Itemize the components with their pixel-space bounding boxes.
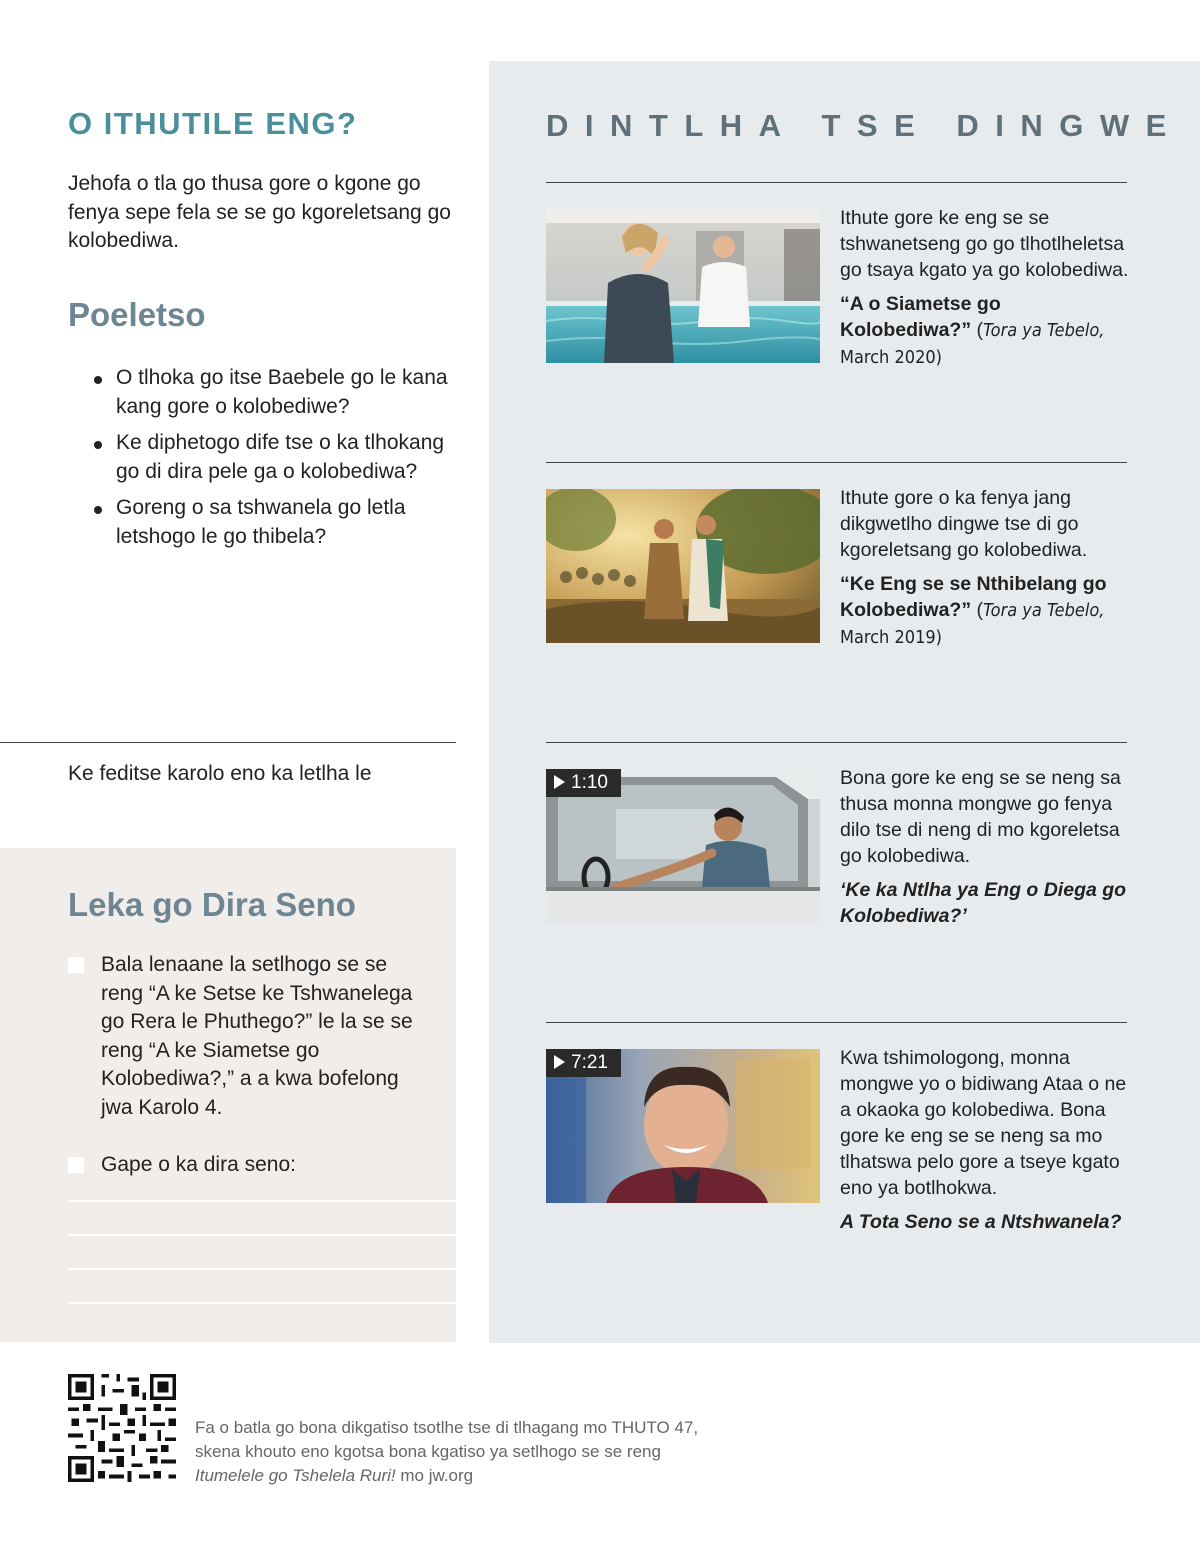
divider bbox=[546, 1022, 1127, 1023]
resource-description: Bona gore ke eng se se neng sa thusa monna mongwe go fenya dilo tse di neng di mo kgoreletsa go kolobediwa. bbox=[840, 767, 1121, 867]
video-duration-badge bbox=[546, 769, 621, 797]
review-heading: Poeletso bbox=[68, 296, 206, 333]
resource-entry bbox=[840, 765, 1130, 929]
video-thumbnail[interactable] bbox=[546, 769, 820, 923]
divider bbox=[546, 742, 1127, 743]
publication-date: March 2020) bbox=[840, 347, 942, 368]
writing-line[interactable] bbox=[68, 1200, 456, 1202]
article-title: “A o Siametse go Kolobediwa?” bbox=[840, 293, 1001, 341]
completed-date-label: Ke feditse karolo eno ka letlha le bbox=[68, 762, 372, 785]
todo-text: Gape o ka dira seno: bbox=[101, 1153, 296, 1176]
video-title[interactable]: ‘Ke ka Ntlha ya Eng o Diega go Kolobediwa?’ bbox=[840, 879, 1127, 927]
jesus-painting-image[interactable] bbox=[546, 489, 820, 643]
resource-description: Ithute gore ke eng se se tshwanetseng go go tlhotlheletsa go tsaya kgato ya go kolobediwa. bbox=[840, 207, 1129, 281]
review-question: Goreng o sa tshwanela go letla letshogo le go thibela? bbox=[116, 496, 406, 548]
play-icon bbox=[554, 1055, 565, 1069]
bullet-icon bbox=[94, 506, 102, 514]
video-duration-badge bbox=[546, 1049, 621, 1077]
resource-entry bbox=[840, 1045, 1130, 1235]
article-title: “Ke Eng se se Nthibelang go Kolobediwa?” bbox=[840, 573, 1107, 621]
video-duration: 1:10 bbox=[571, 772, 608, 793]
video-duration: 7:21 bbox=[571, 1052, 608, 1073]
bullet-icon bbox=[94, 441, 102, 449]
baptism-pool-photo bbox=[546, 209, 820, 363]
qr-code-icon[interactable] bbox=[68, 1374, 176, 1482]
checkbox[interactable] bbox=[68, 1157, 84, 1173]
footer-note bbox=[195, 1416, 715, 1488]
divider bbox=[0, 742, 456, 743]
publication-name: Tora ya Tebelo, bbox=[983, 320, 1105, 341]
todo-heading: Leka go Dira Seno bbox=[68, 886, 356, 923]
resource-description: Kwa tshimologong, monna mongwe yo o bidiwang Ataa o ne a okaoka go kolobediwa. Bona gore ke eng se se neng sa mo tlhatswa pelo gore a tseye kgato eno ya botlhokwa. bbox=[840, 1047, 1127, 1199]
bullet-icon bbox=[94, 376, 102, 384]
play-icon bbox=[554, 775, 565, 789]
divider bbox=[546, 182, 1127, 183]
review-question: O tlhoka go itse Baebele go le kana kang gore o kolobediwe? bbox=[116, 366, 448, 418]
divider bbox=[546, 462, 1127, 463]
list-item bbox=[92, 494, 452, 551]
todo-text: Bala lenaane la setlhogo se se reng “A ke Setse ke Tshwanelega go Rera le Phuthego?” le la se se reng “A ke Siametse go Kolobediwa?,” a a kwa bofelong jwa Karolo 4. bbox=[101, 953, 413, 1119]
resource-entry bbox=[840, 485, 1130, 651]
publication-date: March 2019) bbox=[840, 627, 942, 648]
review-list bbox=[92, 364, 452, 559]
footer-text-end: mo jw.org bbox=[395, 1466, 474, 1485]
resource-description: Ithute gore o ka fenya jang dikgwetlho dingwe tse di go kgoreletsang go kolobediwa. bbox=[840, 487, 1088, 561]
footer-text: Fa o batla go bona dikgatiso tsotlhe tse di tlhagang mo THUTO 47, skena khouto eno kgotsa bona kgatiso ya setlhogo se se reng bbox=[195, 1418, 699, 1461]
section-title: O ITHUTILE ENG? bbox=[68, 106, 358, 141]
jesus-walking-painting bbox=[546, 489, 820, 643]
publication-name: Tora ya Tebelo, bbox=[983, 600, 1105, 621]
baptism-pool-image[interactable] bbox=[546, 209, 820, 363]
footer-publication-title[interactable]: Itumelele go Tshelela Ruri! bbox=[195, 1466, 396, 1485]
resource-entry bbox=[840, 205, 1130, 371]
checkbox[interactable] bbox=[68, 957, 84, 973]
todo-item bbox=[68, 951, 428, 1122]
intro-text: Jehofa o tla go thusa gore o kgone go fenya sepe fela se se go kgoreletsang go kolobediwa. bbox=[68, 172, 451, 252]
list-item bbox=[92, 429, 452, 486]
article-reference[interactable]: “A o Siametse go Kolobediwa?” (Tora ya Tebelo, March 2020) bbox=[840, 293, 1105, 368]
video-title[interactable]: A Tota Seno se a Ntshwanela? bbox=[840, 1211, 1122, 1233]
article-reference[interactable]: “Ke Eng se se Nthibelang go Kolobediwa?” (Tora ya Tebelo, March 2019) bbox=[840, 573, 1107, 648]
more-info-title: DINTLHA TSE DINGWE bbox=[546, 108, 1183, 143]
writing-line[interactable] bbox=[68, 1302, 456, 1304]
video-thumbnail[interactable] bbox=[546, 1049, 820, 1203]
list-item bbox=[92, 364, 452, 421]
writing-line[interactable] bbox=[68, 1234, 456, 1236]
writing-line[interactable] bbox=[68, 1268, 456, 1270]
review-question: Ke diphetogo dife tse o ka tlhokang go di dira pele ga o kolobediwa? bbox=[116, 431, 445, 483]
todo-item bbox=[68, 1151, 428, 1180]
